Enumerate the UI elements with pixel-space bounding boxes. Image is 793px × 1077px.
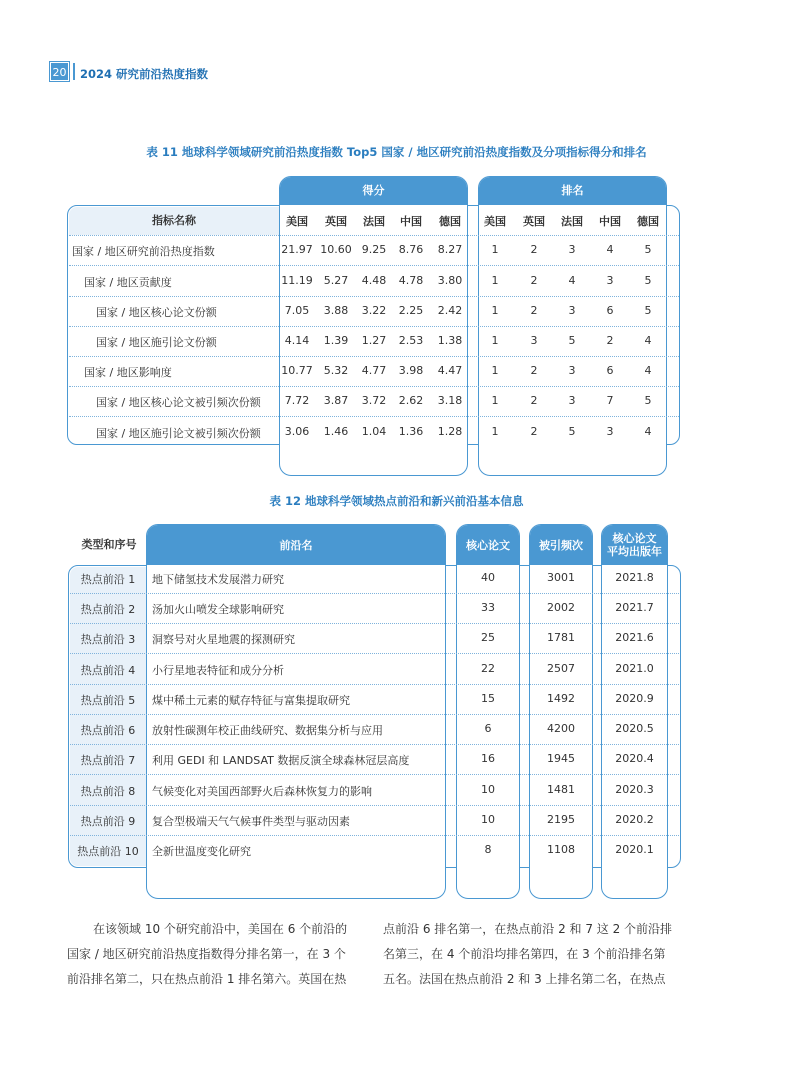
front-name-cell: 气候变化对美国西部野火后森林恢复力的影响 [152, 785, 372, 798]
table11-name-header: 指标名称 [69, 207, 279, 235]
citation-cell: 3001 [547, 571, 575, 584]
paragraph-left [67, 917, 367, 992]
score-cell: 1.36 [398, 425, 424, 438]
rank-country-header: 法国 [561, 215, 583, 228]
citation-cell: 2507 [547, 662, 575, 675]
score-cell: 7.72 [284, 394, 310, 407]
front-type-cell: 热点前沿 7 [80, 754, 136, 767]
rank-cell: 2 [530, 425, 538, 438]
paragraph-line: 在该领域 10 个研究前沿中，美国在 6 个前沿的 [93, 922, 348, 936]
front-name-cell: 复合型极端天气气候事件类型与驱动因素 [152, 815, 350, 828]
citation-cell: 1945 [547, 752, 575, 765]
score-cell: 1.28 [437, 425, 463, 438]
rank-cell: 1 [491, 243, 499, 256]
score-cell: 3.18 [437, 394, 463, 407]
rank-cell: 3 [568, 394, 576, 407]
rank-country-header: 德国 [637, 215, 659, 228]
score-cell: 3.98 [398, 364, 424, 377]
core-paper-cell: 10 [481, 783, 495, 796]
rank-cell: 1 [491, 425, 499, 438]
avg-year-cell: 2020.2 [615, 813, 654, 826]
score-cell: 8.76 [398, 243, 424, 256]
citation-cell: 1108 [547, 843, 575, 856]
indicator-name: 国家 / 地区核心论文被引频次份额 [96, 396, 261, 409]
rank-cell: 1 [491, 334, 499, 347]
core-paper-cell: 8 [484, 843, 492, 856]
indicator-name: 国家 / 地区施引论文份额 [96, 336, 217, 349]
score-country-header: 英国 [325, 215, 347, 228]
core-paper-cell: 6 [484, 722, 492, 735]
citation-cell: 2002 [547, 601, 575, 614]
citation-cell: 4200 [547, 722, 575, 735]
table12-year-header [602, 525, 667, 565]
avg-year-cell: 2020.9 [615, 692, 654, 705]
table12-core-header: 核心论文 [457, 525, 519, 565]
rank-cell: 3 [568, 243, 576, 256]
row-divider [69, 386, 679, 387]
front-name-cell: 汤加火山喷发全球影响研究 [152, 603, 284, 616]
core-paper-cell: 10 [481, 813, 495, 826]
front-type-cell: 热点前沿 8 [80, 785, 136, 798]
rank-cell: 3 [568, 364, 576, 377]
front-name-cell: 小行星地表特征和成分分析 [152, 664, 284, 677]
row-divider [70, 835, 679, 836]
score-cell: 2.62 [398, 394, 424, 407]
score-cell: 2.42 [437, 304, 463, 317]
front-type-cell: 热点前沿 10 [77, 845, 139, 858]
rank-cell: 1 [491, 274, 499, 287]
front-type-cell: 热点前沿 6 [80, 724, 136, 737]
score-cell: 1.39 [323, 334, 349, 347]
avg-year-cell: 2020.3 [615, 783, 654, 796]
row-divider [69, 265, 679, 266]
table12-cited-header: 被引频次 [530, 525, 592, 565]
table12-front-header: 前沿名 [147, 525, 445, 565]
rank-cell: 4 [644, 425, 652, 438]
score-cell: 2.53 [398, 334, 424, 347]
score-country-header: 美国 [286, 215, 308, 228]
rank-cell: 2 [530, 364, 538, 377]
rank-cell: 3 [568, 304, 576, 317]
core-paper-cell: 16 [481, 752, 495, 765]
header-title: 2024 研究前沿热度指数 [80, 67, 209, 81]
rank-country-header: 中国 [599, 215, 621, 228]
table12-type-header: 类型和序号 [81, 538, 137, 551]
front-type-cell: 热点前沿 9 [80, 815, 136, 828]
avg-year-cell: 2021.0 [615, 662, 654, 675]
row-divider [69, 416, 679, 417]
rank-cell: 1 [491, 394, 499, 407]
paragraph-right [383, 917, 683, 992]
score-cell: 5.32 [323, 364, 349, 377]
core-paper-cell: 25 [481, 631, 495, 644]
score-cell: 4.47 [437, 364, 463, 377]
rank-country-header: 美国 [484, 215, 506, 228]
citation-cell: 2195 [547, 813, 575, 826]
indicator-name: 国家 / 地区贡献度 [84, 276, 172, 289]
score-cell: 1.27 [361, 334, 387, 347]
score-cell: 4.78 [398, 274, 424, 287]
score-cell: 10.77 [281, 364, 313, 377]
score-cell: 1.46 [323, 425, 349, 438]
indicator-name: 国家 / 地区核心论文份额 [96, 306, 217, 319]
score-cell: 10.60 [320, 243, 352, 256]
paragraph-line: 名第三，在 4 个前沿均排名第四，在 3 个前沿排名第 [383, 947, 666, 961]
table11-score-header: 得分 [280, 177, 467, 205]
front-name-cell: 放射性碳测年校正曲线研究、数据集分析与应用 [152, 724, 383, 737]
row-divider [69, 326, 679, 327]
indicator-name: 国家 / 地区影响度 [84, 366, 172, 379]
row-divider [70, 774, 679, 775]
row-divider [70, 623, 679, 624]
table12-year-header-line1: 核心论文 [612, 532, 657, 545]
rank-cell: 2 [530, 274, 538, 287]
score-cell: 3.22 [361, 304, 387, 317]
core-paper-cell: 22 [481, 662, 495, 675]
rank-cell: 4 [644, 334, 652, 347]
front-type-cell: 热点前沿 3 [80, 633, 136, 646]
rank-cell: 2 [530, 243, 538, 256]
citation-cell: 1492 [547, 692, 575, 705]
score-cell: 2.25 [398, 304, 424, 317]
score-cell: 9.25 [361, 243, 387, 256]
row-divider [69, 356, 679, 357]
rank-cell: 3 [606, 274, 614, 287]
core-paper-cell: 15 [481, 692, 495, 705]
front-name-cell: 利用 GEDI 和 LANDSAT 数据反演全球森林冠层高度 [152, 754, 410, 767]
citation-cell: 1481 [547, 783, 575, 796]
rank-cell: 6 [606, 304, 614, 317]
score-country-header: 中国 [400, 215, 422, 228]
rank-cell: 5 [644, 243, 652, 256]
front-name-cell: 洞察号对火星地震的探测研究 [152, 633, 295, 646]
table11-caption: 表 11 地球科学领域研究前沿热度指数 Top5 国家 / 地区研究前沿热度指数及分项指标得分和排名 [146, 145, 647, 159]
paragraph-line: 五名。法国在热点前沿 2 和 3 上排名第二名，在热点 [383, 972, 666, 986]
avg-year-cell: 2020.4 [615, 752, 654, 765]
row-divider [70, 653, 679, 654]
rank-cell: 4 [568, 274, 576, 287]
front-name-cell: 煤中稀土元素的赋存特征与富集提取研究 [152, 694, 350, 707]
score-cell: 7.05 [284, 304, 310, 317]
avg-year-cell: 2020.5 [615, 722, 654, 735]
score-cell: 3.80 [437, 274, 463, 287]
row-divider [70, 805, 679, 806]
rank-cell: 2 [606, 334, 614, 347]
score-cell: 21.97 [281, 243, 313, 256]
front-type-cell: 热点前沿 1 [80, 573, 136, 586]
front-name-cell: 地下储氢技术发展潜力研究 [152, 573, 284, 586]
rank-cell: 5 [644, 274, 652, 287]
score-cell: 3.06 [284, 425, 310, 438]
rank-cell: 5 [568, 334, 576, 347]
score-cell: 1.04 [361, 425, 387, 438]
rank-cell: 4 [606, 243, 614, 256]
row-divider [70, 744, 679, 745]
core-paper-cell: 33 [481, 601, 495, 614]
score-cell: 11.19 [281, 274, 313, 287]
score-country-header: 德国 [439, 215, 461, 228]
avg-year-cell: 2021.8 [615, 571, 654, 584]
score-cell: 1.38 [437, 334, 463, 347]
front-type-cell: 热点前沿 4 [80, 664, 136, 677]
row-divider [69, 235, 679, 236]
front-type-cell: 热点前沿 5 [80, 694, 136, 707]
page-number: 20 [50, 62, 69, 81]
core-paper-cell: 40 [481, 571, 495, 584]
rank-cell: 5 [644, 304, 652, 317]
citation-cell: 1781 [547, 631, 575, 644]
header-divider [73, 63, 75, 80]
table11-rank-header: 排名 [479, 177, 666, 205]
rank-cell: 3 [606, 425, 614, 438]
score-cell: 8.27 [437, 243, 463, 256]
score-cell: 3.88 [323, 304, 349, 317]
avg-year-cell: 2021.6 [615, 631, 654, 644]
rank-cell: 3 [530, 334, 538, 347]
indicator-name: 国家 / 地区研究前沿热度指数 [72, 245, 215, 258]
score-cell: 5.27 [323, 274, 349, 287]
indicator-name: 国家 / 地区施引论文被引频次份额 [96, 427, 261, 440]
table12-year-header-line2: 平均出版年 [607, 545, 662, 558]
front-name-cell: 全新世温度变化研究 [152, 845, 251, 858]
rank-cell: 7 [606, 394, 614, 407]
score-country-header: 法国 [363, 215, 385, 228]
table12-caption: 表 12 地球科学领域热点前沿和新兴前沿基本信息 [269, 494, 524, 508]
row-divider [69, 296, 679, 297]
score-cell: 4.48 [361, 274, 387, 287]
rank-cell: 4 [644, 364, 652, 377]
avg-year-cell: 2020.1 [615, 843, 654, 856]
rank-cell: 6 [606, 364, 614, 377]
paragraph-line: 前沿排名第二，只在热点前沿 1 排名第六。英国在热 [67, 972, 347, 986]
score-cell: 4.77 [361, 364, 387, 377]
rank-cell: 2 [530, 304, 538, 317]
paragraph-line: 点前沿 6 排名第一，在热点前沿 2 和 7 这 2 个前沿排 [383, 922, 673, 936]
rank-cell: 1 [491, 364, 499, 377]
row-divider [70, 684, 679, 685]
score-cell: 3.87 [323, 394, 349, 407]
avg-year-cell: 2021.7 [615, 601, 654, 614]
score-cell: 4.14 [284, 334, 310, 347]
row-divider [70, 714, 679, 715]
rank-cell: 1 [491, 304, 499, 317]
score-cell: 3.72 [361, 394, 387, 407]
rank-cell: 5 [568, 425, 576, 438]
rank-cell: 2 [530, 394, 538, 407]
rank-country-header: 英国 [523, 215, 545, 228]
paragraph-line: 国家 / 地区研究前沿热度指数得分排名第一，在 3 个 [67, 947, 346, 961]
row-divider [70, 593, 679, 594]
front-type-cell: 热点前沿 2 [80, 603, 136, 616]
rank-cell: 5 [644, 394, 652, 407]
